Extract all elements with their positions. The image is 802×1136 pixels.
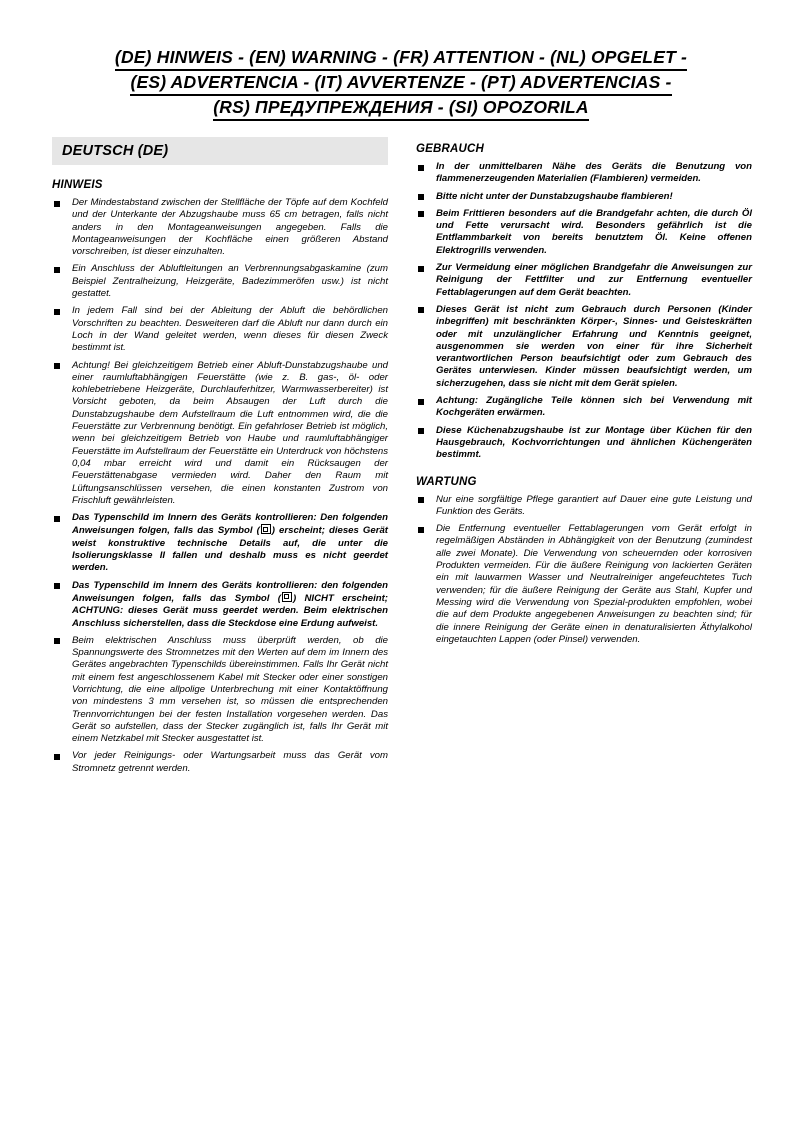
- list-item: Das Typenschild im Innern des Geräts kontrollieren: den folgenden Anweisungen folgen, falls das Symbol ( ) NICHT erscheint; ACHTUNG: dieses Gerät muss geerdet werden. Beim elektrischen Anschluss sicherstellen, dass die Steckdose eine Erdung aufweist.: [52, 580, 388, 630]
- language-header: DEUTSCH (DE): [52, 137, 388, 165]
- list-item: Dieses Gerät ist nicht zum Gebrauch durch Personen (Kinder inbegriffen) mit beschränkten Körper-, Sinnes- und Geisteskräften oder mit unzulänglicher Erfahrung und Kenntnis geeignet, ausgenommen sie werden von einer für ihre Sicherheit verantwortlichen Person beaufsichtigt oder zum Gebrauch des Gerätes unterwiesen. Kinder müssen beaufsichtigt werden, um sicherzugehen, dass sie nicht mit dem Gerät spielen.: [416, 304, 752, 390]
- title-line-1: (DE) HINWEIS - (EN) WARNING - (FR) ATTENTION - (NL) OPGELET -: [115, 46, 687, 71]
- list-item: In der unmittelbaren Nähe des Geräts die Benutzung von flammenerzeugenden Materialien (Flambieren) vermeiden.: [416, 161, 752, 186]
- list-item: Achtung! Bei gleichzeitigem Betrieb einer Abluft-Dunstabzugshaube und einer raumluftabhängigen Feuerstätte (wie z. B. gas-, öl- oder kohlebetriebene Heizgeräte, Durchlauferhitzer, Warmwasserbereiter) ist Vorsicht geboten, da beim Absaugen der Luft durch die Dunstabzugshaube dem Aufstellraum die Luft entnommen wird, die die Feuerstätte zur Verbrennung benötigt. Ein gefahrloser Betrieb ist möglich, wenn bei gleichzeitigem Betrieb von Haube und raumluftabhängiger Feuerstätte im Aufstellraum der Feuerstätte ein Unterdruck von höchstens 0,04 mbar erreicht wird und damit ein Rücksaugen der Feuerstättenabgase vermieden wird. Daher den Raum mit Lüftungsanschlüssen versehen, die einen konstanten Zustrom von Frischluft gewährleisten.: [52, 360, 388, 508]
- page-title: [52, 46, 750, 121]
- content-columns: [52, 137, 752, 780]
- right-column: [416, 137, 752, 780]
- title-line-3: (RS) ПРЕДУПРЕЖДЕНИЯ - (SI) OPOZORILA: [213, 96, 589, 121]
- left-column: [52, 137, 388, 780]
- list-item: In jedem Fall sind bei der Ableitung der Abluft die behördlichen Vorschriften zu beachten. Desweiteren darf die Abluft nur dann durch ein Loch in der Wand geleitet werden, wenn dieses für diesen Zweck bestimmt ist.: [52, 305, 388, 354]
- list-item: Der Mindestabstand zwischen der Stellfläche der Töpfe auf dem Kochfeld und der Unterkante der Abzugshaube muss 65 cm betragen, falls nicht anders in den Montageanweisungen angegeben. Falls die Montageanweisungen der Kochfläche einen größeren Abstand vorschreiben, ist dieser einzuhalten.: [52, 197, 388, 258]
- class-ii-symbol-icon: [282, 592, 292, 602]
- gebrauch-list: [416, 161, 752, 462]
- list-item: Ein Anschluss der Abluftleitungen an Verbrennungsabgaskamine (zum Beispiel Zentralheizung, Heizgeräte, Badezimmeröfen usw.) ist nicht gestattet.: [52, 263, 388, 300]
- list-item: Nur eine sorgfältige Pflege garantiert auf Dauer eine gute Leistung und Funktion des Geräts.: [416, 494, 752, 519]
- list-item: Vor jeder Reinigungs- oder Wartungsarbeit muss das Gerät vom Stromnetz getrennt werden.: [52, 750, 388, 775]
- section-title-wartung: WARTUNG: [416, 475, 477, 488]
- list-item: Das Typenschild im Innern des Geräts kontrollieren: Den folgenden Anweisungen folgen, falls das Symbol ( ) erscheint; dieses Gerät weist konstruktive technische Details auf, die unter die Isolierungsklasse II fallen und deshalb muss es nicht geerdet werden.: [52, 512, 388, 574]
- class-ii-symbol-icon: [261, 524, 271, 534]
- hinweis-list: [52, 197, 388, 775]
- title-line-2: (ES) ADVERTENCIA - (IT) AVVERTENZE - (PT) ADVERTENCIAS -: [130, 71, 671, 96]
- section-title-hinweis: HINWEIS: [52, 179, 103, 191]
- list-item: Beim Frittieren besonders auf die Brandgefahr achten, die durch Öl und Fette verursacht wird. Besonders gefährlich ist die Entflammbarkeit von bereits benutztem Öl. Keine offenen Elektrogrills verwenden.: [416, 208, 752, 257]
- section-title-gebrauch: GEBRAUCH: [416, 143, 485, 155]
- list-item: Bitte nicht unter der Dunstabzugshaube flambieren!: [416, 191, 752, 203]
- list-item: Beim elektrischen Anschluss muss überprüft werden, ob die Spannungswerte des Stromnetzes mit den Werten auf dem im Innern des Gerätes angebrachten Typenschilds übereinstimmen. Falls Ihr Gerät nicht mit einem fest angeschlossenem Kabel mit Stecker oder einer sonstigen Vorrichtung, die eine allpolige Unterbrechung mit einer Kontaktöffnung von mindestens 3 mm versehen ist, so müssen die entsprechenden Trennvorrichtungen bei der festen Installation vorgesehen werden. Das Gerät so aufstellen, dass der Stecker zugänglich ist, falls Ihr Gerät mit einem Netzkabel mit Stecker ausgestattet ist.: [52, 635, 388, 746]
- list-item: Diese Küchenabzugshaube ist zur Montage über Küchen für den Hausgebrauch, Kochvorrichtungen und ähnlichen Küchengeräten bestimmt.: [416, 425, 752, 462]
- list-item: Zur Vermeidung einer möglichen Brandgefahr die Anweisungen zur Reinigung der Fettfilter und zur Entfernung eventueller Fettablagerungen auf dem Gerät beachten.: [416, 262, 752, 299]
- list-item: Die Entfernung eventueller Fettablagerungen vom Gerät erfolgt in regelmäßigen Abständen in Abhängigkeit von der Benutzung (zumindest alle zwei Monate). Die Verwendung von scheuernden oder korrosiven Produkten vermeiden. Für die äußere Reinigung von lackierten Geräten ein mit lauwarmen Wasser und Neutralreiniger angefeuchtetes Tuch verwenden; für die äußere Reinigung der Geräte aus Stahl, Kupfer und Messing wird die Verwendung von Spezial-produkten empfohlen, wobei die auf dem Produkte angegebenen Anweisungen zu beachten sind; für die innere Reinigung der Geräte einen in denaturalisierten Äthylalkohol eingetauchten Lappen (oder Pinsel) verwenden.: [416, 523, 752, 646]
- list-item: Achtung: Zugängliche Teile können sich bei Verwendung mit Kochgeräten erwärmen.: [416, 395, 752, 420]
- wartung-list: [416, 494, 752, 647]
